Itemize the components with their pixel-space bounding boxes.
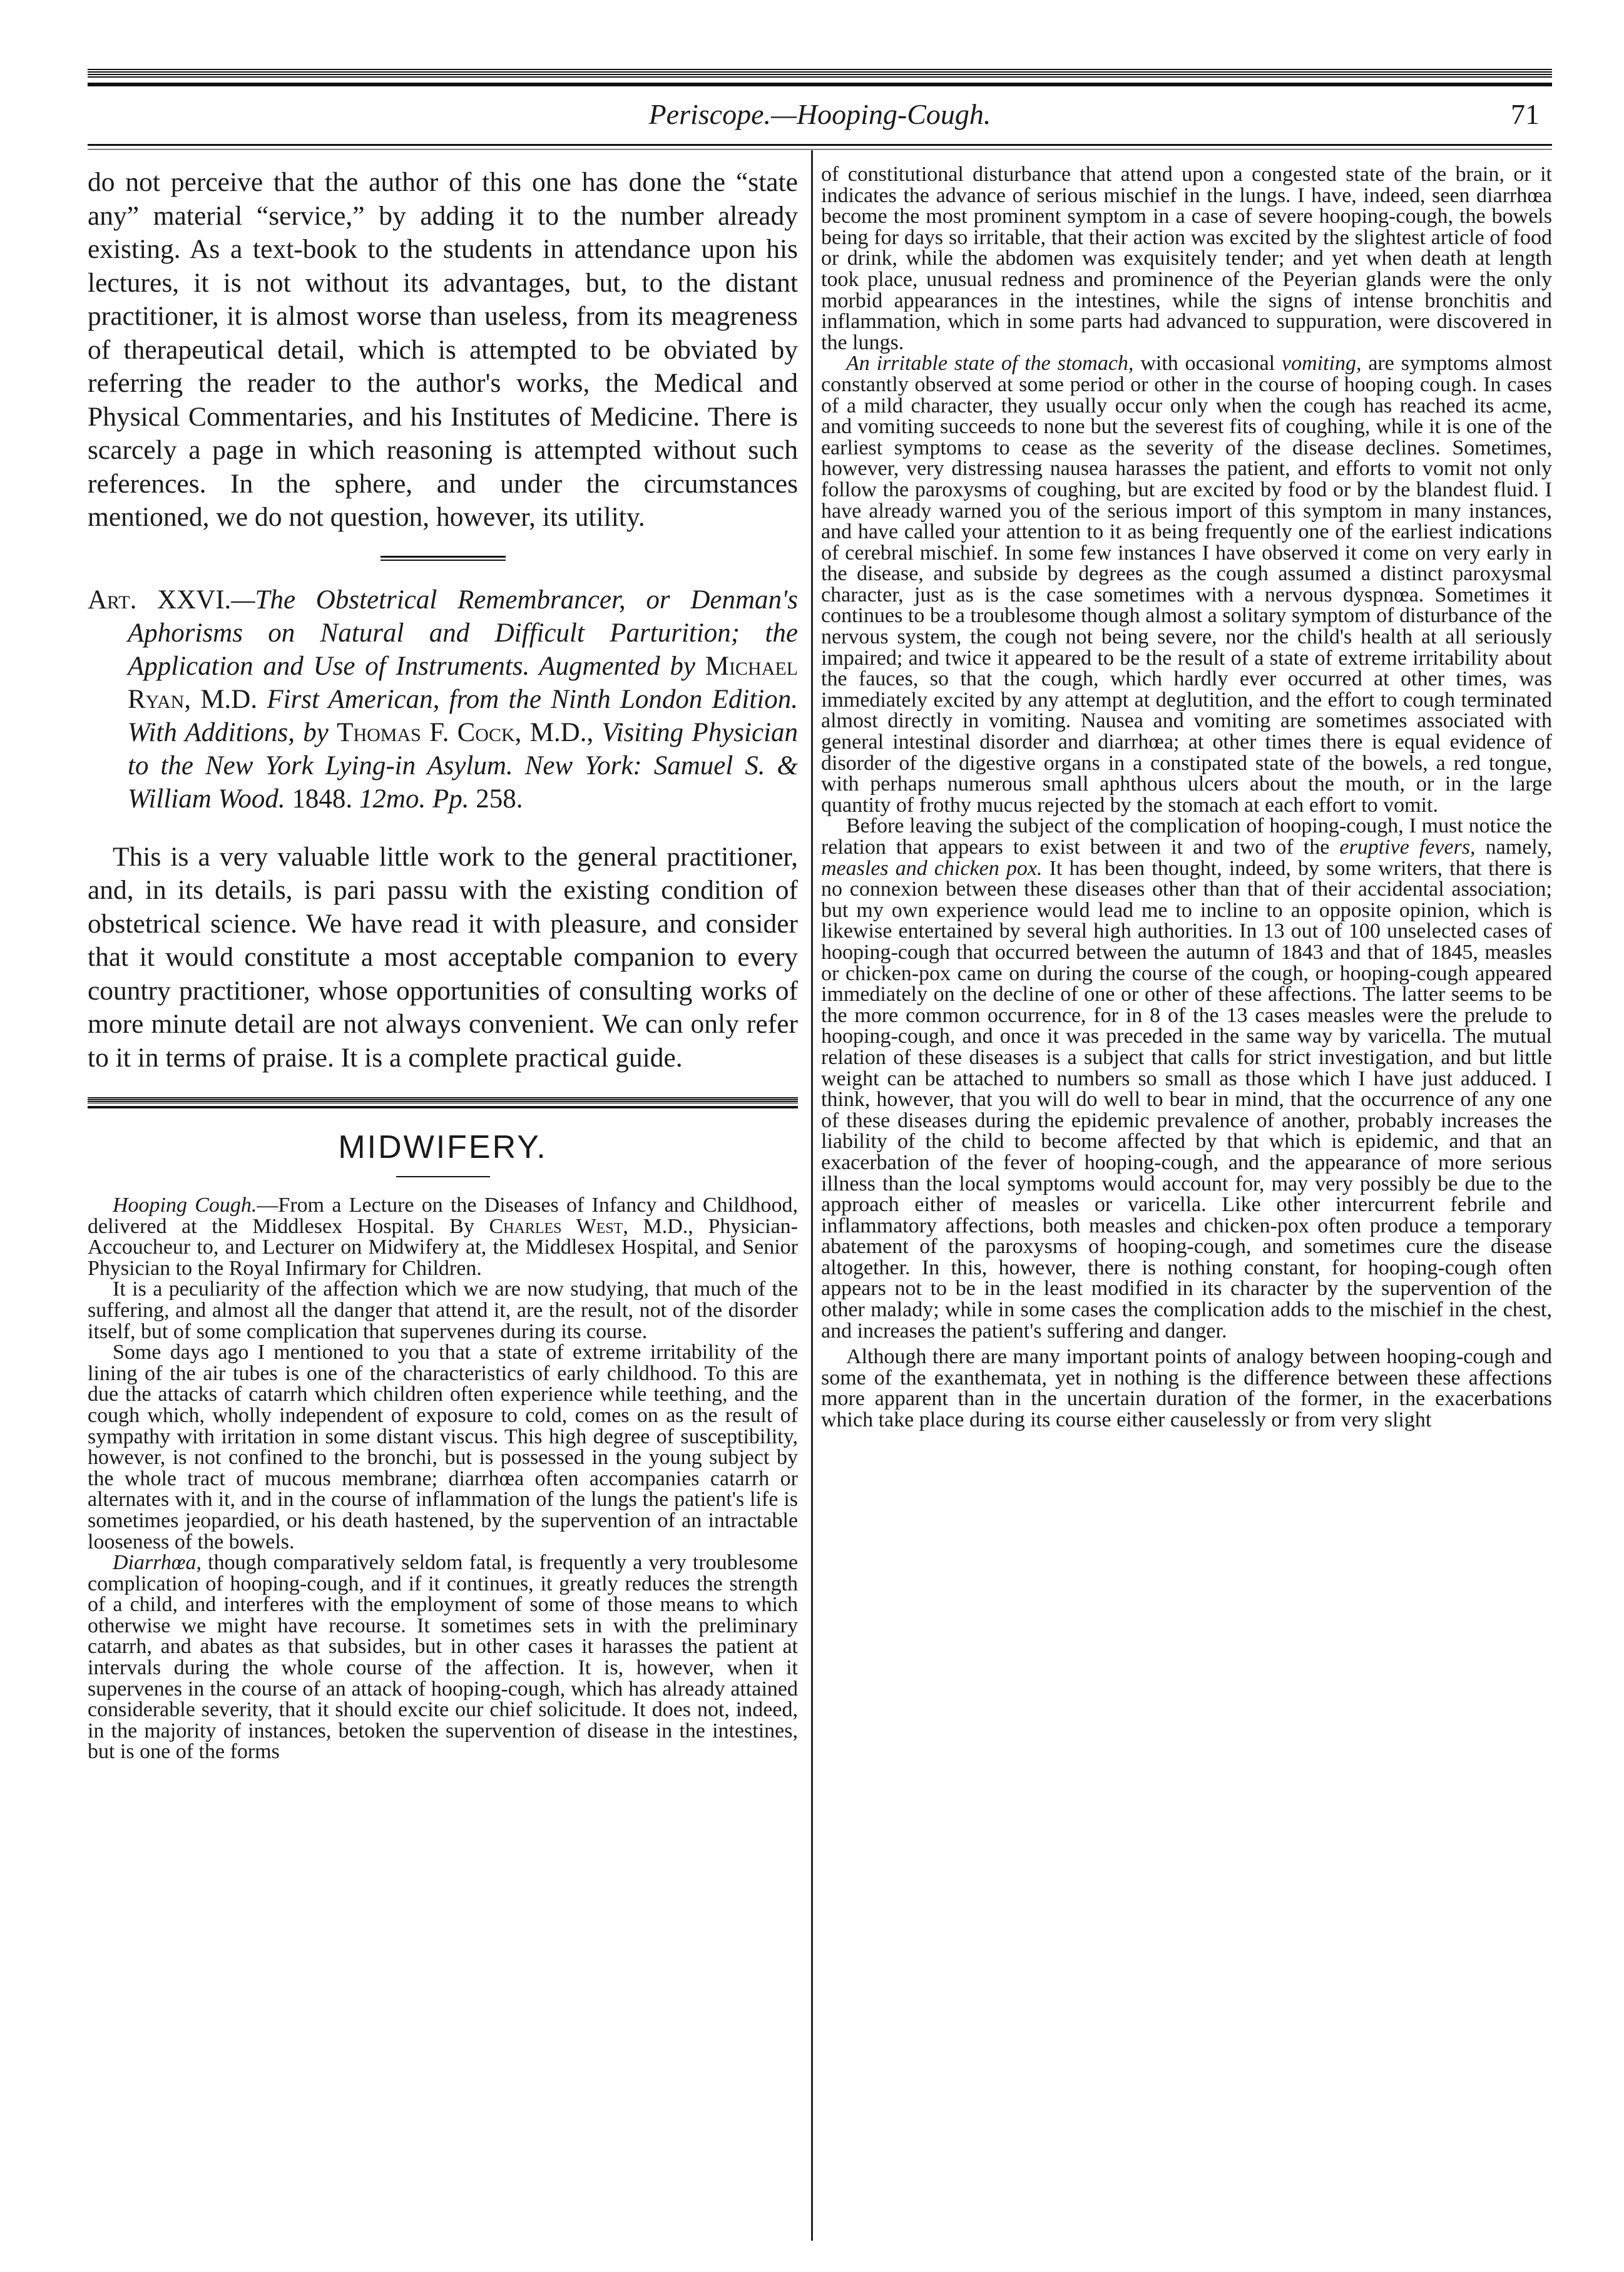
hc-intro-text: —From a Lecture on the Diseases of Infancy and Childhood, delivered at the Middlesex Hospital. By <box>88 1194 798 1238</box>
article-title: —The Obstetrical Remembrancer, or Denman's Aphorisms on Natural and Difficult Parturition; the Application and Use of Instruments. Augmented by <box>128 585 798 681</box>
p2-lead: An irritable state of the stomach, <box>846 352 1134 376</box>
p3-c: It has been thought, indeed, by some writers, that there is no connexion between these diseases other than that of their accidental association; but my own experience would lead me to incline to an opposite opinion, which is likewise entertained by several high authorities. In 13 out of 100 unselected cases of hooping-cough that occurred between the autumn of 1843 and that of 1845, measles or chicken-pox came on during the course of the cough, or hooping-cough appeared immediately on the decline of one or other of these affections. The latter seems to be the more common occurrence, for in 8 of the 13 cases measles were the prelude to hooping-cough, and once it was preceded in the same way by varicella. The mutual relation of these diseases is a subject that calls for strict investigation, and but little weight can be attached to numbers so small as those which I have just adduced. I think, however, that you will do well to bear in mind, that the occurrence of any one of these diseases during the epidemic prevalence of another, probably increases the liability of the child to become affected by that which is epidemic, and that an exacerbation of the fever of hooping-cough, and the appearance of more serious illness than the local symptoms would account for, may very possibly be due to the approach either of measles or varicella. Like other intercurrent febrile and inflammatory affections, both measles and chicken-pox often produce a temporary abatement of the paroxysms of hooping-cough, and sometimes cure the disease altogether. In this, however, there is nothing constant, for hooping-cough often appears not to be in the least modified in its character by the supervention of the other malady; while in some cases the complication adds to the mischief in the chest, and increases the patient's suffering and danger. <box>821 856 1553 1343</box>
article-year: 1848. <box>292 784 353 814</box>
p2-text: are symptoms almost constantly observed at some period or other in the course of hooping cough. In cases of a mild character, they usually occur only when the cough has reached its acme, and vomiting succeeds to none but the severest fits of coughing, while it is one of the earliest symptoms to cease as the severity of the disease declines. Sometimes, however, very distressing nausea harasses the patient, and efforts to vomit not only follow the paroxysms of coughing, but are excited by food or by the blandest fluid. I have already warned you of the serious import of this symptom in many instances, and have called your attention to it as being frequently one of the earliest indications of cerebral mischief. In some few instances I have observed it come on very early in the disease, and subside by degrees as the cough assumed a distinct paroxysmal character, just as is the case sometimes with a nervous dyspnœa. Sometimes it continues to be a troublesome though almost a solitary symptom of disturbance of the nervous system, the cough not being severe, nor the child's health at all seriously impaired; and twice it appeared to be the result of a state of extreme irritability about the fauces, so that the cough, which hardly ever occurred at other times, was immediately excited by any attempt at deglutition, and the effort to cough terminated almost directly in vomiting. Nausea and vomiting are sometimes associated with general intestinal disorder and diarrhœa; at other times there is equal evidence of disorder of the digestive organs in a constipated state of the bowels, a red tongue, with perhaps numerous small aphthous ulcers about the mouth, or in the large quantity of frothy mucus rejected by the stomach at each effort to vomit. <box>821 352 1553 817</box>
separator-rule-thin <box>380 560 506 561</box>
review-continued: do not perceive that the author of this one has done the “state any” material “service,” by adding it to the number already existing. As a text-book to the students in attendance upon his lectures, it is not without its advantages, but, to the distant practitioner, it is almost worse than useless, from its meagreness of therapeutical detail, which is attempted to be obviated by referring the reader to the author's works, the Medical and Physical Commentaries, and his Institutes of Medicine. There is scarcely a page in which reasoning is attempted without such references. In the sphere, and under the circumstances mentioned, we do not question, however, its utility. <box>88 167 798 532</box>
article-edition: First American, from the Ninth London Edition. With Additions, by <box>128 684 799 747</box>
section-rule <box>88 1097 798 1103</box>
article-format: 12mo. Pp. <box>359 784 469 814</box>
p3-em2: measles and chicken pox. <box>821 856 1043 880</box>
review-text: This is a very valuable little work to the general practitioner, and, in its details, is pari passu with the existing condition of obstetrical science. We have read it with pleasure, and consider that it would constitute a most acceptable companion to every country practitioner, whose opportunities of consulting works of more minute detail are not always convenient. We can only refer to it in terms of praise. It is a complete practical guide. <box>88 841 798 1073</box>
right-column <box>821 164 1552 1431</box>
running-title: Periscope.—Hooping-Cough. <box>648 98 991 130</box>
article-label: Art. XXVI. <box>88 585 232 615</box>
article-heading <box>88 583 798 816</box>
header-double-rule <box>88 69 1552 79</box>
left-column <box>88 166 798 1763</box>
hc-paragraph-2: Some days ago I mentioned to you that a state of extreme irritability of the lining of the air tubes is one of the characteristics of early childhood. To this are due the attacks of catarrh which children often experience while teething, and the cough which, wholly independent of exposure to cold, comes on as the result of sympathy with irritation in some distant viscus. This high degree of susceptibility, however, is not confined to the bronchi, but is possessed in the young subject by the whole tract of mucous membrane; diarrhœa often accompanies catarrh or alternates with it, and in the course of inflammation of the lungs the patient's life is sometimes jeopardied, or his death hastened, by the supervention of an intractable looseness of the bowels. <box>88 1341 798 1553</box>
page-number: 71 <box>1511 98 1540 130</box>
hc-p3-lead: Diarrhœa, <box>113 1551 202 1575</box>
article-editor: Thomas F. Cock, M.D., <box>337 717 594 747</box>
right-paragraph-2 <box>821 353 1552 816</box>
right-paragraph-1: of constitutional disturbance that attend upon a congested state of the brain, or it indicates the advance of serious mischief in the lungs. I have, indeed, seen diarrhœa become the most prominent symptom in a case of severe hooping-cough, the bowels being for days so irritable, that their action was excited by the slightest article of food or drink, while the abdomen was exquisitely tender; and yet when death at length took place, unusual redness and prominence of the Peyerian glands were the only morbid appearances in the intestines, while the signs of intense bronchitis and inflammation, which in some parts had advanced to suppuration, were discovered in the lungs. <box>821 163 1552 354</box>
article-author: Michael Ryan, M.D. <box>128 651 799 714</box>
header-underline-thin <box>88 149 1552 150</box>
p2-mid: with occasional <box>1140 352 1275 376</box>
section-rule-thick <box>88 1106 798 1108</box>
separator-rule <box>380 556 506 558</box>
hc-paragraph-1: It is a peculiarity of the affection which we are now studying, that much of the suffering, and almost all the danger that attend it, are the result, not of the disorder itself, but of some complication that supervenes during its course. <box>88 1277 798 1343</box>
hc-p3-text: though comparatively seldom fatal, is frequently a very troublesome complication of hooping-cough, and if it continues, it greatly reduces the strength of a child, and interferes with the employment of some of those means to which otherwise we might have recourse. It sometimes sets in with the preliminary catarrh, and abates as that subsides, but in other cases it harasses the patient at intervals during the whole course of the affection. It is, however, when it supervenes in the course of an attack of hooping-cough, which has already attained considerable severity, that it should excite our chief solicitude. It does not, indeed, in the majority of instances, betoken the supervention of disease in the intestines, but is one of the forms <box>88 1551 798 1764</box>
right-paragraph-3 <box>821 816 1552 1341</box>
hc-intro <box>88 1195 798 1279</box>
hc-paragraph-3 <box>88 1552 798 1763</box>
section-title: MIDWIFERY. <box>338 1129 548 1165</box>
header-rule-thick <box>88 83 1552 86</box>
p3-b: namely, <box>1485 836 1553 859</box>
section-title-rule <box>396 1176 490 1177</box>
p2-vomit: vomiting, <box>1281 352 1362 376</box>
header-underline <box>88 144 1552 146</box>
hc-author: Charles West, <box>489 1214 628 1238</box>
p3-em1: eruptive fevers, <box>1339 836 1476 859</box>
right-paragraph-4: Although there are many important points of analogy between hooping-cough and some of the exanthemata, yet in nothing is the difference between these affections more apparent than in the uncertain duration of the former, in the exacerbations which take place during its course either causelessly or from very slight <box>821 1345 1552 1432</box>
hc-author-rest: M.D., Physician-Accoucheur to, and Lecturer on Midwifery at, the Middlesex Hospital, and Senior Physician to the Royal Infirmary for Children. <box>88 1214 799 1280</box>
hc-intro-label: Hooping Cough. <box>113 1194 257 1217</box>
article-editor-role: Visiting Physician to the New York Lying-in Asylum. New York: Samuel S. & William Wood. <box>128 717 799 814</box>
p3-a: Before leaving the subject of the complication of hooping-cough, I must notice the relation that appears to exist between it and two of the <box>821 814 1552 859</box>
article-pages: 258. <box>476 784 523 814</box>
page-header <box>88 93 1552 138</box>
column-divider <box>811 150 813 2241</box>
